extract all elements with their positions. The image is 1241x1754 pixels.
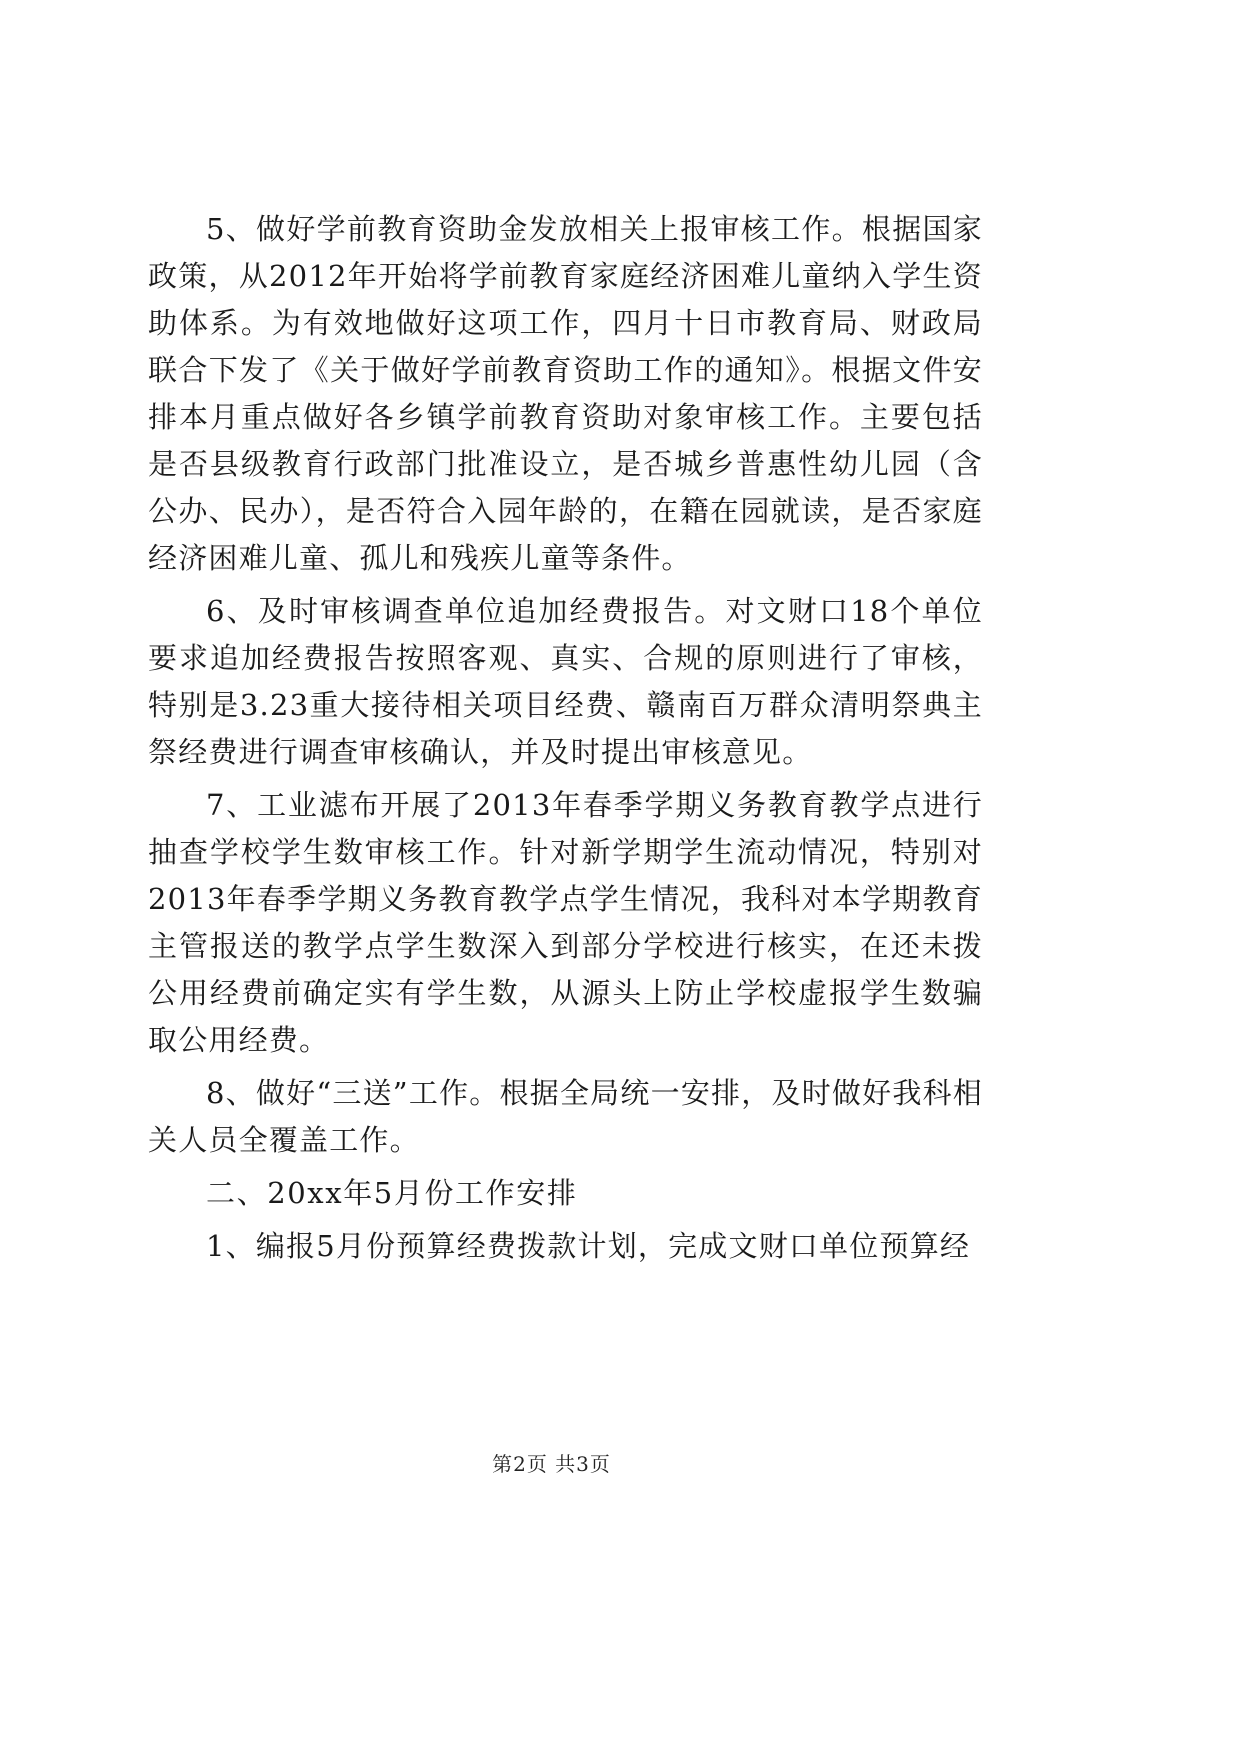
section-heading-may-plan: 二、20xx年5月份工作安排 bbox=[206, 1176, 578, 1210]
page-number-footer: 第2页 共3页 bbox=[492, 1452, 611, 1476]
paragraph-plan-item-1: 1、编报5月份预算经费拨款计划，完成文财口单位预算经 bbox=[206, 1229, 971, 1263]
paragraph-item-7: 7、工业滤布开展了2013年春季学期义务教育教学点进行抽查学校学生数审核工作。针对新学期学生流动情况，特别对2013年春季学期义务教育教学点学生情况，我科对本学期教育主管报送的教学点学生数深入到部分学校进行核实，在还未拨公用经费前确定实有学生数，从源头上防止学校虚报学生数骗取公用经费。 bbox=[148, 788, 983, 1057]
paragraph-item-8: 8、做好“三送”工作。根据全局统一安排，及时做好我科相关人员全覆盖工作。 bbox=[148, 1076, 983, 1157]
document-body bbox=[148, 206, 983, 1276]
paragraph-item-6: 6、及时审核调查单位追加经费报告。对文财口18个单位要求追加经费报告按照客观、真实、合规的原则进行了审核，特别是3.23重大接待相关项目经费、赣南百万群众清明祭典主祭经费进行调查审核确认，并及时提出审核意见。 bbox=[148, 594, 983, 769]
paragraph-item-5: 5、做好学前教育资助金发放相关上报审核工作。根据国家政策，从2012年开始将学前教育家庭经济困难儿童纳入学生资助体系。为有效地做好这项工作，四月十日市教育局、财政局联合下发了《关于做好学前教育资助工作的通知》。根据文件安排本月重点做好各乡镇学前教育资助对象审核工作。主要包括是否县级教育行政部门批准设立，是否城乡普惠性幼儿园（含公办、民办），是否符合入园年龄的，在籍在园就读，是否家庭经济困难儿童、孤儿和残疾儿童等条件。 bbox=[148, 212, 983, 575]
